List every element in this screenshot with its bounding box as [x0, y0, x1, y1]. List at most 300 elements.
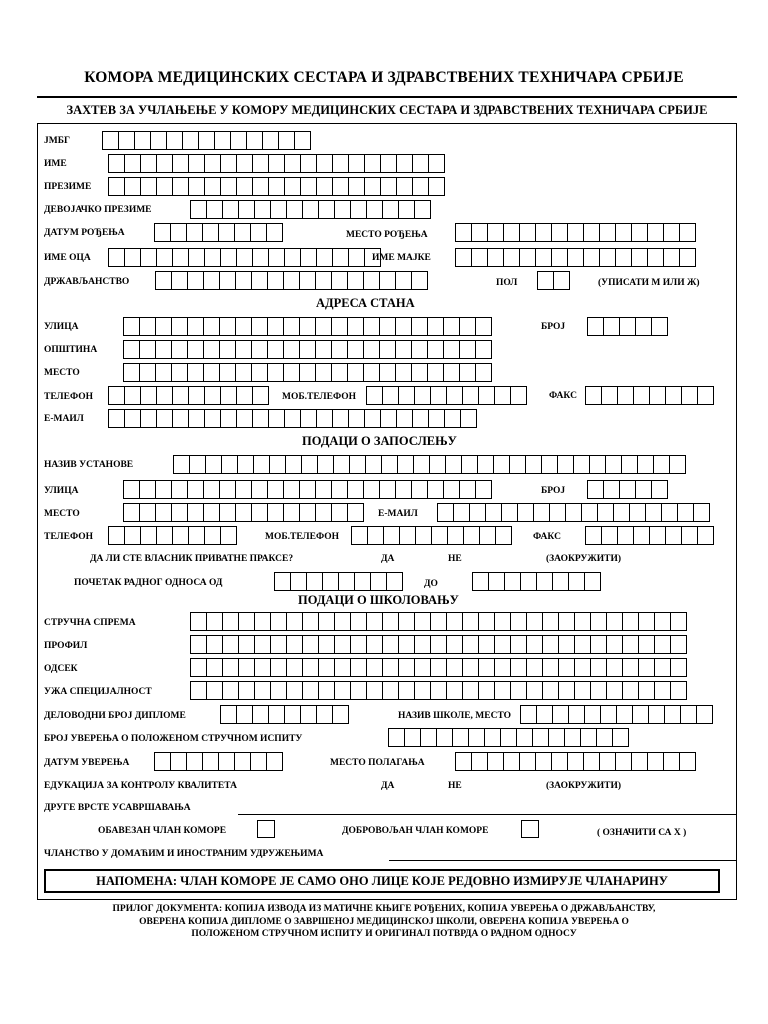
char-box[interactable] [204, 248, 221, 267]
char-box[interactable] [267, 363, 284, 382]
char-box[interactable] [647, 248, 664, 267]
char-box[interactable] [443, 317, 460, 336]
input-datum-rodjenja[interactable] [154, 223, 282, 242]
char-box[interactable] [697, 386, 714, 405]
input-naziv-ustanove[interactable] [173, 455, 685, 474]
char-box[interactable] [202, 223, 219, 242]
char-box[interactable] [568, 572, 585, 591]
char-box[interactable] [139, 340, 156, 359]
char-box[interactable] [331, 363, 348, 382]
char-box[interactable] [398, 612, 415, 631]
char-box[interactable] [139, 503, 156, 522]
char-box[interactable] [155, 363, 172, 382]
char-box[interactable] [235, 480, 252, 499]
char-box[interactable] [187, 503, 204, 522]
char-box[interactable] [363, 363, 380, 382]
char-box[interactable] [638, 681, 655, 700]
char-box[interactable] [190, 681, 207, 700]
char-box[interactable] [414, 658, 431, 677]
char-box[interactable] [617, 386, 634, 405]
char-box[interactable] [182, 131, 199, 150]
char-box[interactable] [270, 635, 287, 654]
char-box[interactable] [206, 635, 223, 654]
char-box[interactable] [600, 705, 617, 724]
char-box[interactable] [246, 131, 263, 150]
char-box[interactable] [156, 177, 173, 196]
char-box[interactable] [220, 705, 237, 724]
char-box[interactable] [510, 612, 527, 631]
char-box[interactable] [188, 526, 205, 545]
char-box[interactable] [315, 480, 332, 499]
char-box[interactable] [124, 409, 141, 428]
char-box[interactable] [123, 340, 140, 359]
char-box[interactable] [663, 248, 680, 267]
char-box[interactable] [446, 612, 463, 631]
input-prezime[interactable] [108, 177, 444, 196]
char-box[interactable] [462, 635, 479, 654]
char-box[interactable] [574, 681, 591, 700]
char-box[interactable] [446, 681, 463, 700]
char-box[interactable] [124, 177, 141, 196]
char-box[interactable] [206, 200, 223, 219]
char-box[interactable] [347, 480, 364, 499]
char-box[interactable] [631, 223, 648, 242]
char-box[interactable] [156, 526, 173, 545]
char-box[interactable] [118, 131, 135, 150]
char-box[interactable] [351, 526, 368, 545]
char-box[interactable] [270, 658, 287, 677]
char-box[interactable] [565, 503, 582, 522]
char-box[interactable] [235, 340, 252, 359]
char-box[interactable] [597, 503, 614, 522]
char-box[interactable] [616, 705, 633, 724]
char-box[interactable] [551, 752, 568, 771]
char-box[interactable] [606, 612, 623, 631]
char-box[interactable] [654, 658, 671, 677]
char-box[interactable] [267, 480, 284, 499]
char-box[interactable] [526, 658, 543, 677]
char-box[interactable] [455, 752, 472, 771]
char-box[interactable] [286, 658, 303, 677]
char-box[interactable] [108, 177, 125, 196]
char-box[interactable] [462, 658, 479, 677]
char-box[interactable] [331, 340, 348, 359]
char-box[interactable] [526, 612, 543, 631]
char-box[interactable] [139, 363, 156, 382]
char-box[interactable] [124, 154, 141, 173]
char-box[interactable] [583, 248, 600, 267]
char-box[interactable] [299, 480, 316, 499]
char-box[interactable] [140, 526, 157, 545]
char-box[interactable] [494, 681, 511, 700]
char-box[interactable] [139, 480, 156, 499]
char-box[interactable] [268, 248, 285, 267]
char-box[interactable] [429, 455, 446, 474]
char-box[interactable] [680, 705, 697, 724]
char-box[interactable] [460, 409, 477, 428]
char-box[interactable] [414, 612, 431, 631]
char-box[interactable] [475, 363, 492, 382]
char-box[interactable] [431, 526, 448, 545]
char-box[interactable] [537, 271, 554, 290]
char-box[interactable] [204, 177, 221, 196]
char-box[interactable] [236, 154, 253, 173]
char-box[interactable] [414, 681, 431, 700]
char-box[interactable] [189, 455, 206, 474]
char-box[interactable] [651, 317, 668, 336]
char-box[interactable] [300, 705, 317, 724]
char-box[interactable] [315, 340, 332, 359]
char-box[interactable] [267, 317, 284, 336]
char-box[interactable] [411, 363, 428, 382]
char-box[interactable] [266, 223, 283, 242]
char-box[interactable] [301, 455, 318, 474]
char-box[interactable] [651, 480, 668, 499]
char-box[interactable] [398, 658, 415, 677]
char-box[interactable] [472, 572, 489, 591]
char-box[interactable] [108, 248, 125, 267]
char-box[interactable] [542, 681, 559, 700]
char-box[interactable] [366, 612, 383, 631]
char-box[interactable] [187, 480, 204, 499]
char-box[interactable] [140, 409, 157, 428]
char-box[interactable] [638, 612, 655, 631]
char-box[interactable] [485, 503, 502, 522]
char-box[interactable] [663, 752, 680, 771]
char-box[interactable] [532, 728, 549, 747]
char-box[interactable] [396, 177, 413, 196]
char-box[interactable] [354, 572, 371, 591]
char-box[interactable] [366, 635, 383, 654]
char-box[interactable] [332, 705, 349, 724]
char-box[interactable] [294, 131, 311, 150]
char-box[interactable] [316, 705, 333, 724]
char-box[interactable] [220, 526, 237, 545]
char-box[interactable] [503, 248, 520, 267]
char-box[interactable] [411, 271, 428, 290]
char-box[interactable] [379, 363, 396, 382]
char-box[interactable] [139, 317, 156, 336]
char-box[interactable] [428, 177, 445, 196]
input-devojacko[interactable] [190, 200, 430, 219]
char-box[interactable] [347, 363, 364, 382]
char-box[interactable] [519, 248, 536, 267]
char-box[interactable] [411, 340, 428, 359]
char-box[interactable] [366, 386, 383, 405]
char-box[interactable] [299, 317, 316, 336]
char-box[interactable] [503, 752, 520, 771]
char-box[interactable] [649, 386, 666, 405]
char-box[interactable] [622, 635, 639, 654]
char-box[interactable] [156, 154, 173, 173]
char-box[interactable] [218, 752, 235, 771]
char-box[interactable] [430, 658, 447, 677]
char-box[interactable] [218, 223, 235, 242]
char-box[interactable] [270, 200, 287, 219]
char-box[interactable] [366, 681, 383, 700]
char-box[interactable] [156, 386, 173, 405]
char-box[interactable] [535, 248, 552, 267]
char-box[interactable] [585, 526, 602, 545]
char-box[interactable] [188, 248, 205, 267]
char-box[interactable] [653, 455, 670, 474]
char-box[interactable] [278, 131, 295, 150]
char-box[interactable] [205, 455, 222, 474]
char-box[interactable] [203, 480, 220, 499]
checkbox-obavezan[interactable] [257, 820, 275, 838]
char-box[interactable] [520, 705, 537, 724]
char-box[interactable] [509, 455, 526, 474]
input-broj-uverenja[interactable] [388, 728, 628, 747]
char-box[interactable] [220, 177, 237, 196]
char-box[interactable] [478, 612, 495, 631]
char-box[interactable] [316, 409, 333, 428]
char-box[interactable] [471, 248, 488, 267]
char-box[interactable] [123, 363, 140, 382]
char-box[interactable] [379, 317, 396, 336]
char-box[interactable] [503, 223, 520, 242]
char-box[interactable] [302, 635, 319, 654]
char-box[interactable] [398, 200, 415, 219]
char-box[interactable] [427, 480, 444, 499]
char-box[interactable] [379, 271, 396, 290]
char-box[interactable] [469, 503, 486, 522]
char-box[interactable] [156, 248, 173, 267]
char-box[interactable] [677, 503, 694, 522]
char-box[interactable] [542, 635, 559, 654]
char-box[interactable] [170, 223, 187, 242]
char-box[interactable] [415, 526, 432, 545]
char-box[interactable] [622, 681, 639, 700]
char-box[interactable] [332, 154, 349, 173]
char-box[interactable] [664, 705, 681, 724]
char-box[interactable] [638, 635, 655, 654]
char-box[interactable] [548, 728, 565, 747]
char-box[interactable] [222, 635, 239, 654]
char-box[interactable] [252, 386, 269, 405]
char-box[interactable] [203, 363, 220, 382]
input-mob-telefon[interactable] [366, 386, 526, 405]
char-box[interactable] [238, 200, 255, 219]
char-box[interactable] [123, 480, 140, 499]
char-box[interactable] [347, 503, 364, 522]
char-box[interactable] [679, 248, 696, 267]
char-box[interactable] [414, 635, 431, 654]
char-box[interactable] [670, 658, 687, 677]
char-box[interactable] [316, 248, 333, 267]
druge-vrste-line[interactable] [238, 814, 736, 815]
input-mob-posao[interactable] [351, 526, 511, 545]
input-pocetak-od[interactable] [274, 572, 402, 591]
char-box[interactable] [316, 177, 333, 196]
char-box[interactable] [396, 409, 413, 428]
char-box[interactable] [526, 681, 543, 700]
char-box[interactable] [206, 612, 223, 631]
char-box[interactable] [637, 455, 654, 474]
char-box[interactable] [222, 200, 239, 219]
char-box[interactable] [606, 658, 623, 677]
char-box[interactable] [381, 455, 398, 474]
char-box[interactable] [558, 612, 575, 631]
char-box[interactable] [411, 480, 428, 499]
char-box[interactable] [252, 409, 269, 428]
char-box[interactable] [274, 572, 291, 591]
char-box[interactable] [601, 526, 618, 545]
input-ulica-posao[interactable] [123, 480, 491, 499]
char-box[interactable] [262, 131, 279, 150]
char-box[interactable] [334, 658, 351, 677]
char-box[interactable] [494, 635, 511, 654]
char-box[interactable] [525, 455, 542, 474]
char-box[interactable] [332, 248, 349, 267]
char-box[interactable] [380, 409, 397, 428]
char-box[interactable] [380, 154, 397, 173]
char-box[interactable] [251, 503, 268, 522]
char-box[interactable] [171, 271, 188, 290]
char-box[interactable] [349, 455, 366, 474]
char-box[interactable] [633, 386, 650, 405]
char-box[interactable] [542, 658, 559, 677]
char-box[interactable] [475, 317, 492, 336]
char-box[interactable] [386, 572, 403, 591]
char-box[interactable] [150, 131, 167, 150]
char-box[interactable] [696, 705, 713, 724]
char-box[interactable] [459, 317, 476, 336]
char-box[interactable] [155, 271, 172, 290]
char-box[interactable] [190, 658, 207, 677]
char-box[interactable] [251, 317, 268, 336]
char-box[interactable] [370, 572, 387, 591]
char-box[interactable] [140, 248, 157, 267]
char-box[interactable] [204, 526, 221, 545]
char-box[interactable] [585, 386, 602, 405]
char-box[interactable] [382, 658, 399, 677]
char-box[interactable] [350, 681, 367, 700]
char-box[interactable] [663, 223, 680, 242]
char-box[interactable] [471, 752, 488, 771]
char-box[interactable] [238, 635, 255, 654]
char-box[interactable] [222, 658, 239, 677]
char-box[interactable] [697, 526, 714, 545]
char-box[interactable] [557, 455, 574, 474]
char-box[interactable] [188, 409, 205, 428]
char-box[interactable] [286, 200, 303, 219]
char-box[interactable] [219, 363, 236, 382]
char-box[interactable] [367, 526, 384, 545]
char-box[interactable] [517, 503, 534, 522]
char-box[interactable] [567, 752, 584, 771]
char-box[interactable] [462, 386, 479, 405]
char-box[interactable] [478, 658, 495, 677]
input-mesto-posao[interactable] [123, 503, 363, 522]
praksa-da[interactable]: ДА [381, 554, 395, 564]
char-box[interactable] [252, 705, 269, 724]
char-box[interactable] [171, 503, 188, 522]
char-box[interactable] [363, 271, 380, 290]
char-box[interactable] [428, 409, 445, 428]
char-box[interactable] [647, 223, 664, 242]
char-box[interactable] [286, 612, 303, 631]
char-box[interactable] [268, 705, 285, 724]
char-box[interactable] [580, 728, 597, 747]
char-box[interactable] [619, 317, 636, 336]
char-box[interactable] [411, 317, 428, 336]
char-box[interactable] [204, 154, 221, 173]
char-box[interactable] [661, 503, 678, 522]
char-box[interactable] [364, 154, 381, 173]
char-box[interactable] [318, 635, 335, 654]
char-box[interactable] [220, 409, 237, 428]
char-box[interactable] [510, 635, 527, 654]
input-ime-majke[interactable] [455, 248, 695, 267]
char-box[interactable] [102, 131, 119, 150]
char-box[interactable] [613, 503, 630, 522]
char-box[interactable] [510, 386, 527, 405]
char-box[interactable] [203, 340, 220, 359]
char-box[interactable] [495, 526, 512, 545]
char-box[interactable] [453, 503, 470, 522]
clanstvo-line[interactable] [389, 860, 736, 861]
char-box[interactable] [380, 177, 397, 196]
char-box[interactable] [186, 752, 203, 771]
char-box[interactable] [140, 177, 157, 196]
char-box[interactable] [622, 612, 639, 631]
input-pol[interactable] [537, 271, 569, 290]
char-box[interactable] [302, 681, 319, 700]
char-box[interactable] [599, 248, 616, 267]
char-box[interactable] [459, 363, 476, 382]
char-box[interactable] [638, 658, 655, 677]
char-box[interactable] [510, 681, 527, 700]
char-box[interactable] [649, 526, 666, 545]
input-drzavljanstvo[interactable] [155, 271, 427, 290]
char-box[interactable] [235, 363, 252, 382]
input-profil[interactable] [190, 635, 686, 654]
char-box[interactable] [283, 271, 300, 290]
char-box[interactable] [306, 572, 323, 591]
input-faks-posao[interactable] [585, 526, 713, 545]
char-box[interactable] [533, 503, 550, 522]
char-box[interactable] [251, 271, 268, 290]
input-mesto-rodjenja[interactable] [455, 223, 695, 242]
char-box[interactable] [436, 728, 453, 747]
char-box[interactable] [599, 223, 616, 242]
char-box[interactable] [108, 409, 125, 428]
char-box[interactable] [171, 363, 188, 382]
char-box[interactable] [615, 248, 632, 267]
char-box[interactable] [284, 248, 301, 267]
char-box[interactable] [364, 177, 381, 196]
char-box[interactable] [443, 363, 460, 382]
char-box[interactable] [647, 752, 664, 771]
char-box[interactable] [299, 363, 316, 382]
char-box[interactable] [654, 681, 671, 700]
char-box[interactable] [430, 681, 447, 700]
char-box[interactable] [584, 572, 601, 591]
char-box[interactable] [284, 177, 301, 196]
char-box[interactable] [635, 317, 652, 336]
char-box[interactable] [283, 317, 300, 336]
char-box[interactable] [430, 612, 447, 631]
input-odsek[interactable] [190, 658, 686, 677]
char-box[interactable] [254, 612, 271, 631]
char-box[interactable] [398, 681, 415, 700]
char-box[interactable] [222, 612, 239, 631]
char-box[interactable] [589, 455, 606, 474]
char-box[interactable] [395, 480, 412, 499]
char-box[interactable] [250, 223, 267, 242]
char-box[interactable] [446, 386, 463, 405]
